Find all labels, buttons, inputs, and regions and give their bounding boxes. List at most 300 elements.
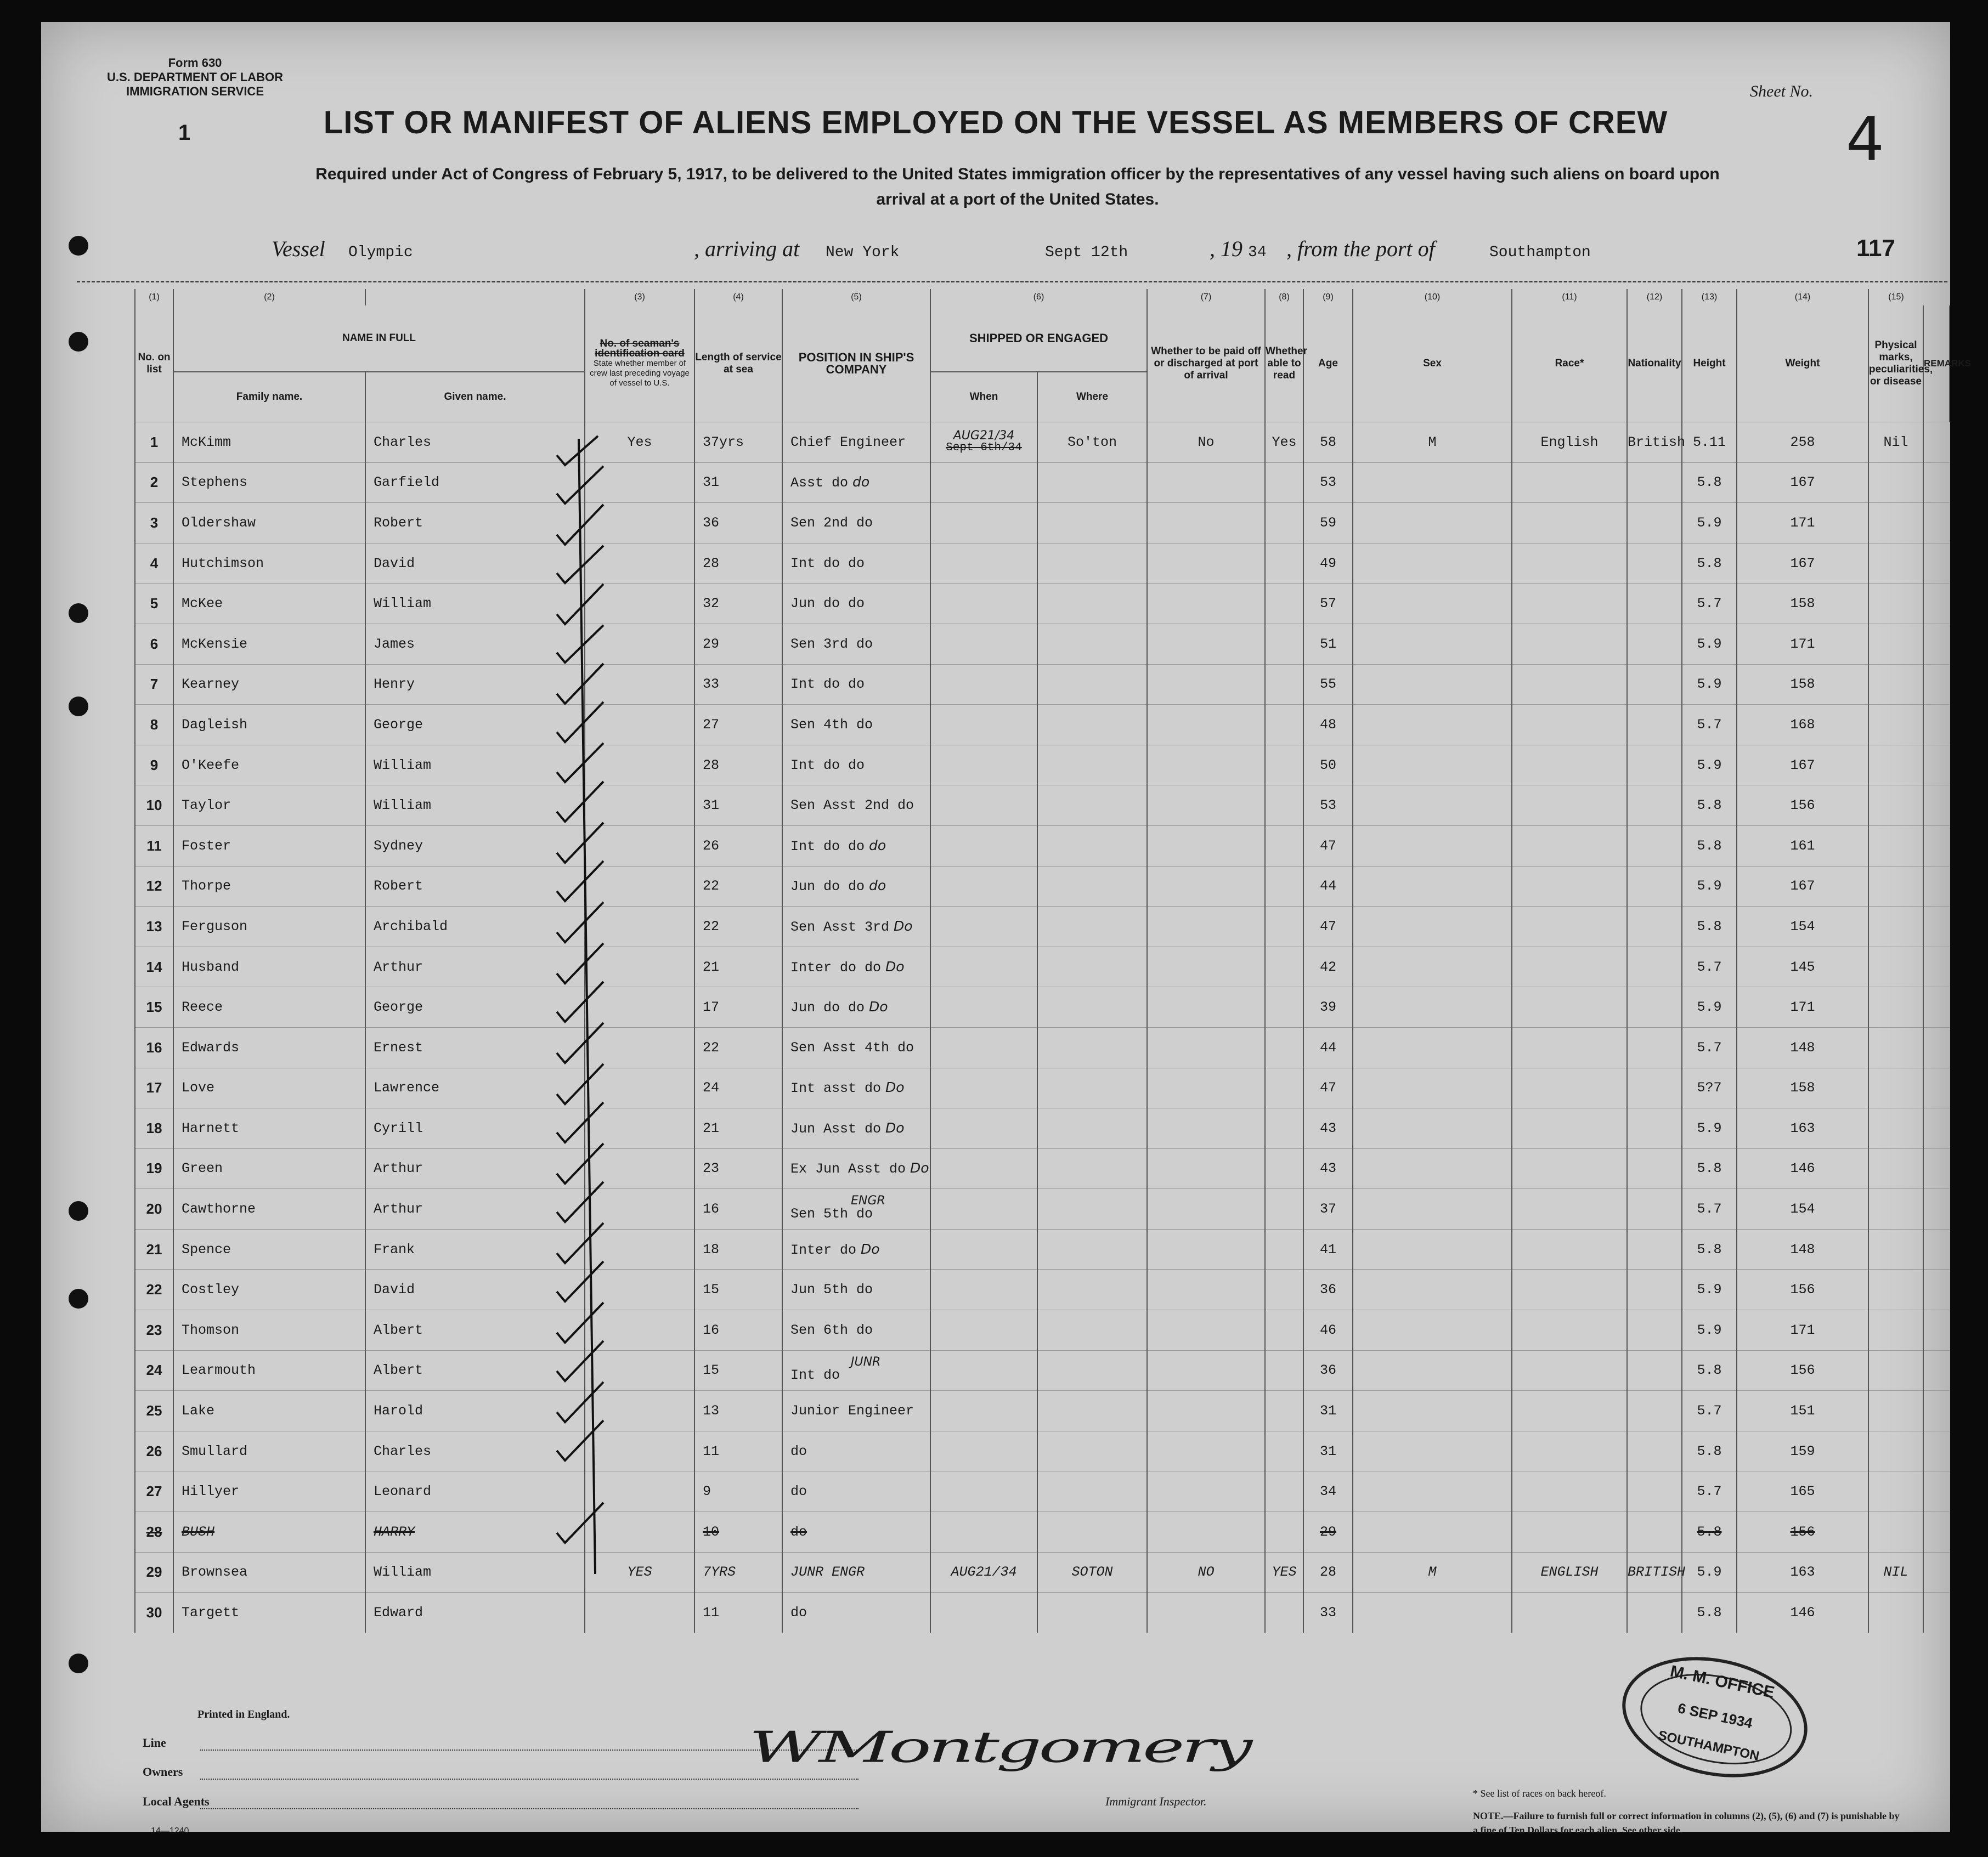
weight-cell: 148 bbox=[1737, 1229, 1868, 1270]
row-number-cell: 2 bbox=[135, 462, 173, 503]
race-cell bbox=[1512, 503, 1627, 543]
row-number-cell: 25 bbox=[135, 1391, 173, 1431]
race-cell bbox=[1512, 825, 1627, 866]
divider bbox=[77, 281, 1947, 282]
race-cell bbox=[1512, 1108, 1627, 1149]
race-cell bbox=[1512, 1189, 1627, 1230]
physical-marks-cell bbox=[1868, 1310, 1923, 1351]
printed-in: Printed in England. bbox=[197, 1708, 290, 1720]
paid-off-cell bbox=[1147, 1108, 1265, 1149]
family-name-cell: Thomson bbox=[173, 1310, 365, 1351]
position-text: Jun do do bbox=[790, 1000, 865, 1016]
form-identifier bbox=[107, 56, 283, 99]
race-cell bbox=[1512, 1027, 1627, 1068]
table-row bbox=[135, 866, 1950, 907]
age-cell: 28 bbox=[1303, 1552, 1353, 1593]
height-cell: 5.7 bbox=[1682, 1027, 1737, 1068]
remarks-cell bbox=[1923, 624, 1950, 664]
able-to-read-cell bbox=[1265, 866, 1303, 907]
row-number-cell: 22 bbox=[135, 1270, 173, 1310]
length-of-service-cell: 15 bbox=[694, 1270, 782, 1310]
row-number-cell: 30 bbox=[135, 1593, 173, 1633]
physical-marks-cell bbox=[1868, 584, 1923, 624]
physical-marks-cell bbox=[1868, 503, 1923, 543]
physical-marks-cell bbox=[1868, 624, 1923, 664]
arrival-port: New York bbox=[826, 244, 900, 261]
header-sex: Sex bbox=[1353, 305, 1512, 422]
nationality-cell bbox=[1627, 1350, 1682, 1391]
race-cell bbox=[1512, 1593, 1627, 1633]
nationality-cell bbox=[1627, 825, 1682, 866]
paid-off-cell: No bbox=[1147, 422, 1265, 463]
handwritten-date-note: AUG21/34 bbox=[953, 428, 1015, 443]
able-to-read-cell bbox=[1265, 1108, 1303, 1149]
row-number-cell: 13 bbox=[135, 907, 173, 947]
row-number-cell: 7 bbox=[135, 664, 173, 705]
length-of-service-cell: 29 bbox=[694, 624, 782, 664]
able-to-read-cell bbox=[1265, 1350, 1303, 1391]
given-name-cell: George bbox=[365, 987, 585, 1028]
crew-manifest-table bbox=[134, 289, 1971, 1633]
sex-cell bbox=[1353, 705, 1512, 745]
nationality-cell bbox=[1627, 987, 1682, 1028]
family-name-cell: Love bbox=[173, 1068, 365, 1108]
service: IMMIGRATION SERVICE bbox=[126, 84, 264, 98]
shipped-when-cell: AUG21/34 bbox=[930, 1552, 1037, 1593]
sex-cell bbox=[1353, 1512, 1512, 1553]
paid-off-cell bbox=[1147, 947, 1265, 987]
height-cell: 5.9 bbox=[1682, 664, 1737, 705]
year-prefix: , 19 bbox=[1210, 236, 1242, 261]
length-of-service-cell: 36 bbox=[694, 503, 782, 543]
position-text: do bbox=[790, 1484, 807, 1500]
penalty-note: NOTE.—Failure to furnish full or correct information in columns (2), (5), (6) and (7) is punishable by a fine of Ten Dollars for each alien. See other side. bbox=[1473, 1810, 1900, 1836]
shipped-when-cell bbox=[930, 1068, 1037, 1108]
sex-cell bbox=[1353, 1350, 1512, 1391]
height-cell: 5.9 bbox=[1682, 1310, 1737, 1351]
paid-off-cell bbox=[1147, 745, 1265, 785]
paid-off-cell bbox=[1147, 1310, 1265, 1351]
header-race: Race* bbox=[1512, 305, 1627, 422]
sex-cell bbox=[1353, 543, 1512, 584]
handwritten-position-note: do bbox=[869, 877, 886, 894]
row-number-cell: 9 bbox=[135, 745, 173, 785]
sex-cell bbox=[1353, 745, 1512, 785]
given-name-cell: Charles bbox=[365, 1431, 585, 1471]
nationality-cell bbox=[1627, 785, 1682, 826]
remarks-cell bbox=[1923, 503, 1950, 543]
position-cell bbox=[782, 1350, 930, 1391]
position-cell bbox=[782, 825, 930, 866]
position-text: Jun do do bbox=[790, 879, 865, 895]
length-of-service-cell: 11 bbox=[694, 1593, 782, 1633]
physical-marks-cell bbox=[1868, 1068, 1923, 1108]
able-to-read-cell bbox=[1265, 907, 1303, 947]
nationality-cell bbox=[1627, 1310, 1682, 1351]
length-of-service-cell: 21 bbox=[694, 947, 782, 987]
position-text: Asst do bbox=[790, 475, 849, 491]
physical-marks-cell bbox=[1868, 745, 1923, 785]
length-of-service-cell: 22 bbox=[694, 1027, 782, 1068]
paid-off-cell bbox=[1147, 664, 1265, 705]
nationality-cell bbox=[1627, 705, 1682, 745]
given-name-cell: Garfield bbox=[365, 462, 585, 503]
shipped-where-cell: So'ton bbox=[1037, 422, 1147, 463]
inspector-signature: WMontgomery bbox=[749, 1722, 1250, 1773]
position-text: Junior Engineer bbox=[790, 1403, 914, 1419]
race-cell bbox=[1512, 462, 1627, 503]
position-cell bbox=[782, 785, 930, 826]
position-text: JUNR ENGR bbox=[790, 1564, 865, 1581]
able-to-read-cell: Yes bbox=[1265, 422, 1303, 463]
remarks-cell bbox=[1923, 987, 1950, 1028]
physical-marks-cell bbox=[1868, 907, 1923, 947]
punch-hole bbox=[69, 236, 88, 256]
shipped-when-cell bbox=[930, 1027, 1037, 1068]
position-cell bbox=[782, 1229, 930, 1270]
length-of-service-cell: 17 bbox=[694, 987, 782, 1028]
handwritten-position-note: Do bbox=[861, 1241, 880, 1257]
position-cell bbox=[782, 1593, 930, 1633]
weight-cell: 158 bbox=[1737, 664, 1868, 705]
family-name-cell: Learmouth bbox=[173, 1350, 365, 1391]
physical-marks-cell bbox=[1868, 462, 1923, 503]
position-cell bbox=[782, 745, 930, 785]
able-to-read-cell bbox=[1265, 1229, 1303, 1270]
shipped-where-cell bbox=[1037, 1068, 1147, 1108]
shipped-where-cell bbox=[1037, 1391, 1147, 1431]
family-name-cell: Harnett bbox=[173, 1108, 365, 1149]
shipped-where-cell bbox=[1037, 1270, 1147, 1310]
remarks-cell bbox=[1923, 462, 1950, 503]
remarks-cell bbox=[1923, 1552, 1950, 1593]
position-text: Sen 2nd do bbox=[790, 514, 873, 531]
given-name-cell: Arthur bbox=[365, 1189, 585, 1230]
handwritten-position-note: Do bbox=[885, 1079, 905, 1096]
paid-off-cell bbox=[1147, 1593, 1265, 1633]
position-text: Sen 3rd do bbox=[790, 636, 873, 652]
table-row bbox=[135, 1431, 1950, 1471]
paid-off-cell bbox=[1147, 1350, 1265, 1391]
age-cell: 47 bbox=[1303, 1068, 1353, 1108]
given-name-cell: William bbox=[365, 785, 585, 826]
able-to-read-cell bbox=[1265, 1391, 1303, 1431]
handwritten-position-note: Do bbox=[885, 1119, 905, 1136]
length-of-service-cell: 26 bbox=[694, 825, 782, 866]
remarks-cell bbox=[1923, 866, 1950, 907]
family-name-cell: Cawthorne bbox=[173, 1189, 365, 1230]
position-text: Sen 4th do bbox=[790, 716, 873, 733]
position-cell bbox=[782, 422, 930, 463]
form-code: 14—1240 bbox=[151, 1826, 189, 1836]
paid-off-cell bbox=[1147, 1431, 1265, 1471]
family-name-cell: Smullard bbox=[173, 1431, 365, 1471]
able-to-read-cell bbox=[1265, 1512, 1303, 1553]
height-cell: 5.7 bbox=[1682, 1391, 1737, 1431]
given-name-cell: George bbox=[365, 705, 585, 745]
shipped-when-cell bbox=[930, 462, 1037, 503]
previous-voyage-cell: Yes bbox=[585, 422, 694, 463]
row-number-cell: 6 bbox=[135, 624, 173, 664]
able-to-read-cell: YES bbox=[1265, 1552, 1303, 1593]
shipped-when-cell bbox=[930, 584, 1037, 624]
row-number-cell: 19 bbox=[135, 1148, 173, 1189]
shipped-when-cell bbox=[930, 503, 1037, 543]
department: U.S. DEPARTMENT OF LABOR bbox=[107, 70, 284, 84]
able-to-read-cell bbox=[1265, 1027, 1303, 1068]
shipped-when-cell bbox=[930, 1512, 1037, 1553]
physical-marks-cell: Nil bbox=[1868, 422, 1923, 463]
nationality-cell bbox=[1627, 1593, 1682, 1633]
shipped-when-cell bbox=[930, 1270, 1037, 1310]
given-name-cell: William bbox=[365, 745, 585, 785]
race-cell bbox=[1512, 785, 1627, 826]
position-text: Int do do bbox=[790, 757, 865, 773]
handwritten-position-note: do bbox=[869, 837, 886, 853]
table-body bbox=[135, 422, 1950, 1633]
sex-cell bbox=[1353, 1229, 1512, 1270]
able-to-read-cell bbox=[1265, 503, 1303, 543]
height-cell: 5.9 bbox=[1682, 866, 1737, 907]
remarks-cell bbox=[1923, 907, 1950, 947]
family-name-cell: Costley bbox=[173, 1270, 365, 1310]
nationality-cell bbox=[1627, 866, 1682, 907]
able-to-read-cell bbox=[1265, 584, 1303, 624]
given-name-cell: Leonard bbox=[365, 1471, 585, 1512]
height-cell: 5.8 bbox=[1682, 825, 1737, 866]
length-of-service-cell: 7YRS bbox=[694, 1552, 782, 1593]
length-of-service-cell: 10 bbox=[694, 1512, 782, 1553]
col-number: (13) bbox=[1682, 289, 1737, 305]
table-row bbox=[135, 1108, 1950, 1149]
position-cell bbox=[782, 1391, 930, 1431]
given-name-cell: David bbox=[365, 1270, 585, 1310]
weight-cell: 168 bbox=[1737, 705, 1868, 745]
col-number: (12) bbox=[1627, 289, 1682, 305]
handwritten-position-note: do bbox=[852, 474, 870, 490]
given-name-cell: Cyrill bbox=[365, 1108, 585, 1149]
col-number: (2) bbox=[173, 289, 365, 305]
remarks-cell bbox=[1923, 543, 1950, 584]
remarks-cell bbox=[1923, 1108, 1950, 1149]
shipped-where-cell bbox=[1037, 785, 1147, 826]
sex-cell bbox=[1353, 503, 1512, 543]
able-to-read-cell bbox=[1265, 785, 1303, 826]
col-number: (15) bbox=[1868, 289, 1923, 305]
shipped-where-cell bbox=[1037, 1229, 1147, 1270]
owners-label: Owners bbox=[143, 1765, 183, 1779]
row-number-cell: 24 bbox=[135, 1350, 173, 1391]
length-of-service-cell: 16 bbox=[694, 1189, 782, 1230]
physical-marks-cell bbox=[1868, 825, 1923, 866]
given-name-cell: Lawrence bbox=[365, 1068, 585, 1108]
height-cell: 5.7 bbox=[1682, 947, 1737, 987]
shipped-when-cell bbox=[930, 866, 1037, 907]
row-number-cell: 5 bbox=[135, 584, 173, 624]
shipped-when-cell bbox=[930, 1431, 1037, 1471]
physical-marks-cell bbox=[1868, 987, 1923, 1028]
position-cell bbox=[782, 866, 930, 907]
race-cell bbox=[1512, 1310, 1627, 1351]
shipped-where-cell bbox=[1037, 543, 1147, 584]
paid-off-cell bbox=[1147, 624, 1265, 664]
race-cell bbox=[1512, 1350, 1627, 1391]
table-row bbox=[135, 785, 1950, 826]
punch-hole bbox=[69, 603, 88, 623]
able-to-read-cell bbox=[1265, 1068, 1303, 1108]
shipped-where-cell bbox=[1037, 1512, 1147, 1553]
family-name-cell: Taylor bbox=[173, 785, 365, 826]
position-text: Int asst do bbox=[790, 1080, 882, 1097]
nationality-cell: BRITISH bbox=[1627, 1552, 1682, 1593]
physical-marks-cell bbox=[1868, 1391, 1923, 1431]
sex-cell bbox=[1353, 1108, 1512, 1149]
shipped-where-cell bbox=[1037, 1431, 1147, 1471]
sex-cell bbox=[1353, 1593, 1512, 1633]
given-name-cell: HARRY bbox=[365, 1512, 585, 1553]
col-number: (14) bbox=[1737, 289, 1868, 305]
family-name-cell: Green bbox=[173, 1148, 365, 1189]
height-cell: 5.8 bbox=[1682, 907, 1737, 947]
header-given-name: Given name. bbox=[365, 372, 585, 422]
remarks-cell bbox=[1923, 1229, 1950, 1270]
physical-marks-cell bbox=[1868, 785, 1923, 826]
remarks-cell bbox=[1923, 1391, 1950, 1431]
shipped-where-cell bbox=[1037, 987, 1147, 1028]
shipped-when-cell bbox=[930, 1229, 1037, 1270]
nationality-cell bbox=[1627, 947, 1682, 987]
position-text: Sen 6th do bbox=[790, 1322, 873, 1338]
header-able-read: Whether able to read bbox=[1265, 305, 1303, 422]
shipped-where-cell bbox=[1037, 1108, 1147, 1149]
col-number: (9) bbox=[1303, 289, 1353, 305]
family-name-cell: Targett bbox=[173, 1593, 365, 1633]
handwritten-position-note: Do bbox=[869, 999, 888, 1015]
remarks-cell bbox=[1923, 705, 1950, 745]
weight-cell: 156 bbox=[1737, 1270, 1868, 1310]
shipped-where-cell bbox=[1037, 1350, 1147, 1391]
able-to-read-cell bbox=[1265, 1148, 1303, 1189]
able-to-read-cell bbox=[1265, 987, 1303, 1028]
family-name-cell: Husband bbox=[173, 947, 365, 987]
header-physical: Physical marks, peculiarities, or disease bbox=[1868, 305, 1923, 422]
sex-cell bbox=[1353, 664, 1512, 705]
family-name-cell: BUSH bbox=[173, 1512, 365, 1553]
table-row bbox=[135, 1189, 1950, 1230]
nationality-cell bbox=[1627, 1512, 1682, 1553]
col-number: (5) bbox=[782, 289, 930, 305]
table-row bbox=[135, 1270, 1950, 1310]
race-cell bbox=[1512, 907, 1627, 947]
header-where: Where bbox=[1037, 372, 1147, 422]
paid-off-cell bbox=[1147, 705, 1265, 745]
sex-cell bbox=[1353, 1310, 1512, 1351]
header-position: POSITION IN SHIP'S COMPANY bbox=[782, 305, 930, 422]
table-row bbox=[135, 462, 1950, 503]
position-text: do bbox=[790, 1605, 807, 1621]
shipped-where-cell bbox=[1037, 462, 1147, 503]
age-cell: 37 bbox=[1303, 1189, 1353, 1230]
checkmark-column bbox=[551, 439, 661, 1579]
given-name-cell: Charles bbox=[365, 422, 585, 463]
race-cell bbox=[1512, 664, 1627, 705]
given-name-cell: James bbox=[365, 624, 585, 664]
height-cell: 5.8 bbox=[1682, 1229, 1737, 1270]
weight-cell: 171 bbox=[1737, 624, 1868, 664]
race-cell bbox=[1512, 624, 1627, 664]
given-name-cell: Albert bbox=[365, 1350, 585, 1391]
punch-hole bbox=[69, 1201, 88, 1221]
height-cell: 5.7 bbox=[1682, 1189, 1737, 1230]
paid-off-cell bbox=[1147, 1148, 1265, 1189]
weight-cell: 159 bbox=[1737, 1431, 1868, 1471]
paid-off-cell bbox=[1147, 543, 1265, 584]
table-row bbox=[135, 987, 1950, 1028]
paid-off-cell bbox=[1147, 1512, 1265, 1553]
position-cell bbox=[782, 1108, 930, 1149]
able-to-read-cell bbox=[1265, 462, 1303, 503]
family-name-cell: Stephens bbox=[173, 462, 365, 503]
shipped-when-cell bbox=[930, 907, 1037, 947]
remarks-cell bbox=[1923, 664, 1950, 705]
physical-marks-cell bbox=[1868, 1512, 1923, 1553]
length-of-service-cell: 31 bbox=[694, 785, 782, 826]
header-id-card-struck: No. of seaman's identification card bbox=[595, 338, 685, 359]
paid-off-cell bbox=[1147, 1391, 1265, 1431]
height-cell: 5.7 bbox=[1682, 584, 1737, 624]
sex-cell bbox=[1353, 785, 1512, 826]
row-number-cell: 20 bbox=[135, 1189, 173, 1230]
length-of-service-cell: 9 bbox=[694, 1471, 782, 1512]
row-number-cell: 28 bbox=[135, 1512, 173, 1553]
race-cell bbox=[1512, 866, 1627, 907]
length-of-service-cell: 23 bbox=[694, 1148, 782, 1189]
able-to-read-cell bbox=[1265, 1593, 1303, 1633]
shipped-when-cell bbox=[930, 1148, 1037, 1189]
position-text: Inter do do bbox=[790, 959, 882, 976]
physical-marks-cell bbox=[1868, 1270, 1923, 1310]
weight-cell: 167 bbox=[1737, 543, 1868, 584]
sex-cell bbox=[1353, 947, 1512, 987]
able-to-read-cell bbox=[1265, 947, 1303, 987]
vessel-label: Vessel bbox=[272, 236, 325, 261]
sex-cell bbox=[1353, 907, 1512, 947]
physical-marks-cell bbox=[1868, 1471, 1923, 1512]
physical-marks-cell bbox=[1868, 664, 1923, 705]
length-of-service-cell: 22 bbox=[694, 907, 782, 947]
handwritten-position-note: JUNR bbox=[851, 1355, 881, 1369]
age-cell: 48 bbox=[1303, 705, 1353, 745]
shipped-when-cell bbox=[930, 785, 1037, 826]
height-cell: 5.8 bbox=[1682, 1431, 1737, 1471]
nationality-cell bbox=[1627, 664, 1682, 705]
able-to-read-cell bbox=[1265, 664, 1303, 705]
shipped-when-cell bbox=[930, 1189, 1037, 1230]
physical-marks-cell bbox=[1868, 1027, 1923, 1068]
header-id-note: State whether member of crew last preceding voyage of vessel to U.S. bbox=[590, 359, 690, 388]
row-number-cell: 18 bbox=[135, 1108, 173, 1149]
given-name-cell: Henry bbox=[365, 664, 585, 705]
sheet-label: Sheet No. bbox=[1750, 82, 1813, 100]
length-of-service-cell: 28 bbox=[694, 745, 782, 785]
given-name-cell: Frank bbox=[365, 1229, 585, 1270]
age-cell: 34 bbox=[1303, 1471, 1353, 1512]
position-text: Chief Engineer bbox=[790, 434, 906, 450]
col-number: (8) bbox=[1265, 289, 1303, 305]
header-length-service: Length of service at sea bbox=[694, 305, 782, 422]
physical-marks-cell bbox=[1868, 1431, 1923, 1471]
race-cell bbox=[1512, 1270, 1627, 1310]
